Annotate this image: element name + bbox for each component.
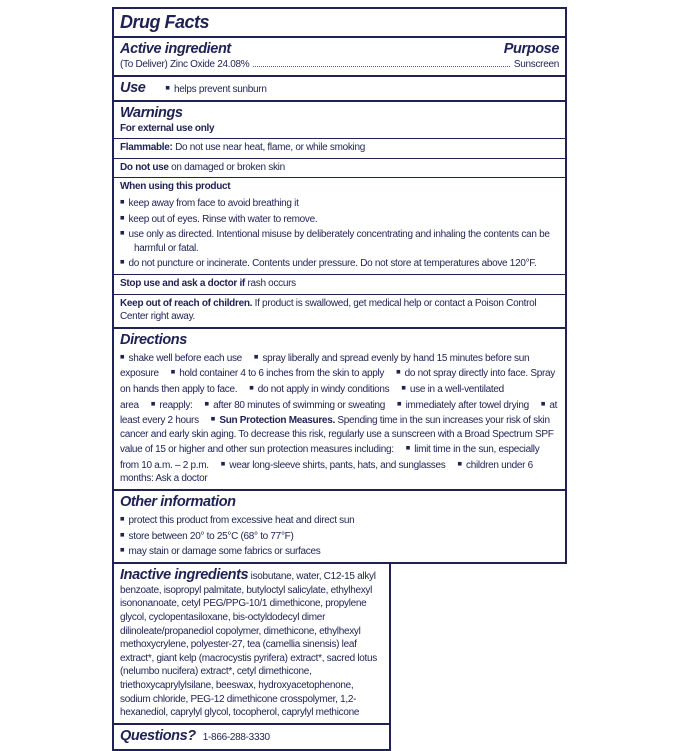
active-ingredient-heading: Active ingredient <box>120 41 231 57</box>
bullet-icon: ■ <box>204 398 210 408</box>
use-row <box>120 79 559 97</box>
bullet-icon: ■ <box>120 228 125 238</box>
bullet-icon: ■ <box>120 212 125 222</box>
warnings-heading: Warnings <box>120 104 183 121</box>
directions-section <box>114 327 565 489</box>
text-segment: limit time in the sun, especially from 10 a.m. – 2 p.m. <box>120 444 540 471</box>
bullet-item-text: protect this product from excessive heat and direct sun <box>128 515 355 527</box>
text-segment: spray liberally and spread evenly by hand 15 minutes before sun exposure <box>120 352 530 380</box>
bullet-icon: ■ <box>210 414 216 424</box>
active-ingredient-section <box>114 36 565 75</box>
keep-out-lead: Keep out of reach of children. <box>120 297 253 309</box>
bullet-icon: ■ <box>540 398 546 408</box>
do-not-use-row <box>114 158 565 178</box>
keep-out-of-reach-row <box>114 294 565 327</box>
active-ingredient-header-row <box>120 40 559 58</box>
bullet-item <box>120 211 559 227</box>
text-segment: wear long-sleeve shirts, pants, hats, and sunglasses <box>229 459 446 471</box>
text-segment: Sun Protection Measures. <box>219 415 335 427</box>
inactive-ingredients-section <box>114 564 389 723</box>
use-items <box>165 81 266 97</box>
active-ingredient-name: (To Deliver) Zinc Oxide 24.08% <box>120 59 250 70</box>
text-segment: hold container 4 to 6 inches from the skin to apply <box>179 368 385 380</box>
bullet-item <box>120 195 559 211</box>
questions-section <box>114 723 389 749</box>
stop-use-text: rash occurs <box>247 277 296 289</box>
bullet-item-text: may stain or damage some fabrics or surfaces <box>128 546 321 558</box>
bullet-item-text: store between 20° to 25°C (68° to 77°F) <box>128 530 294 542</box>
bullet-icon: ■ <box>120 351 125 361</box>
stop-use-lead: Stop use and ask a doctor if <box>120 277 245 289</box>
questions-heading: Questions? <box>120 727 196 744</box>
use-section <box>114 75 565 100</box>
other-information-heading: Other information <box>120 494 236 511</box>
inactive-ingredients-box <box>112 564 391 751</box>
bullet-item-text: do not puncture or incinerate. Contents under pressure. Do not store at temperatures above 120°F. <box>128 258 537 270</box>
bullet-icon: ■ <box>165 82 170 92</box>
inactive-ingredients-heading: Inactive ingredients <box>120 566 249 583</box>
bullet-item-text: keep away from face to avoid breathing it <box>128 197 299 209</box>
questions-phone: 1-866-288-3330 <box>202 731 270 743</box>
bullet-icon: ■ <box>120 514 125 524</box>
bullet-item <box>120 226 559 255</box>
inactive-ingredients-text: isobutane, water, C12-15 alkyl benzoate, isopropyl palmitate, butyloctyl salicylate, ethylhexyl isononanoate, cetyl PEG/PPG-10/1 dimethicone, propylene glycol, cyclopentasiloxane, bis-octyldodecyl dimer dilinoleate/propanediol copolymer, dimethicone, ethylhexyl methoxycrylene, polyester-27, tea (camellia sinensis) leaf extract*, giant kelp (macrocystis pyrifera) extract*, sacred lotus (nelumbo nucifera) extract*, cetyl dimethicone, triethoxycaprylylsilane, beeswax, hydroxyacetophenone, sodium chloride, PEG-12 dimethicone crosspolymer, 1,2-hexanediol, caprylyl glycol, tocopherol, caprylyl methicone <box>120 570 377 719</box>
use-heading: Use <box>120 79 146 96</box>
bullet-icon: ■ <box>150 398 156 408</box>
bullet-icon: ■ <box>397 398 402 408</box>
bullet-item <box>120 528 559 544</box>
bullet-icon: ■ <box>249 382 254 392</box>
when-using-items <box>120 194 559 271</box>
bullet-icon: ■ <box>120 545 125 555</box>
text-segment: children under 6 months: Ask a doctor <box>120 459 533 485</box>
directions-text <box>120 349 559 486</box>
other-information-section <box>114 489 565 562</box>
drug-facts-main-box <box>112 7 567 564</box>
text-segment: do not apply in windy conditions <box>257 383 390 395</box>
drug-facts-title: Drug Facts <box>120 12 210 32</box>
bullet-icon: ■ <box>220 458 226 468</box>
bullet-item-text: use only as directed. Intentional misuse by deliberately concentrating and inhaling the contents can be harmful or fatal. <box>128 229 550 254</box>
stop-use-row <box>114 274 565 294</box>
text-segment: Spending time in the sun increases your risk of skin cancer and early skin aging. To decrease this risk, regularly use a sunscreen with a Broad Spectrum SPF value of 15 or higher and other sun protection measures including: <box>120 415 554 456</box>
bullet-icon: ■ <box>457 458 463 468</box>
text-segment: after 80 minutes of swimming or sweating <box>213 399 386 411</box>
do-not-use-text: on damaged or broken skin <box>171 161 285 173</box>
bullet-item <box>120 512 559 528</box>
when-using-heading: When using this product <box>120 181 231 193</box>
flammable-text: Do not use near heat, flame, or while smoking <box>175 142 366 154</box>
bullet-icon: ■ <box>170 367 176 377</box>
bullet-icon: ■ <box>405 443 411 453</box>
text-segment: shake well before each use <box>128 352 242 364</box>
text-segment: helps prevent sunburn <box>173 83 267 95</box>
keep-out-text: If product is swallowed, get medical help or contact a Poison Control Center right away. <box>120 297 537 323</box>
do-not-use-lead: Do not use <box>120 161 169 173</box>
directions-heading: Directions <box>120 331 187 348</box>
dotted-leader <box>253 66 510 67</box>
flammable-row <box>114 138 565 158</box>
title-row <box>114 9 565 36</box>
text-segment: reapply: <box>159 399 193 411</box>
bullet-icon: ■ <box>120 196 125 206</box>
bullet-item <box>120 543 559 559</box>
bullet-item-text: keep out of eyes. Rinse with water to remove. <box>128 213 318 225</box>
drug-facts-label <box>112 7 567 751</box>
bullet-icon: ■ <box>396 367 401 377</box>
warnings-section <box>114 100 565 139</box>
bullet-item <box>120 255 559 271</box>
bullet-icon: ■ <box>120 529 125 539</box>
bullet-icon: ■ <box>401 382 406 392</box>
other-information-items <box>120 511 559 559</box>
purpose-value: Sunscreen <box>513 59 559 70</box>
bullet-icon: ■ <box>120 257 125 267</box>
bullet-icon: ■ <box>253 351 259 361</box>
when-using-section <box>114 177 565 274</box>
text-segment: do not spray directly into face. Spray on hands then apply to face. <box>120 368 555 395</box>
external-use-text: For external use only <box>120 122 215 134</box>
flammable-lead: Flammable: <box>120 142 173 154</box>
text-segment: at least every 2 hours <box>120 399 558 427</box>
text-segment: use in a well-ventilated area <box>120 383 504 411</box>
purpose-heading: Purpose <box>503 41 559 57</box>
active-ingredient-row <box>120 58 559 72</box>
text-segment: immediately after towel drying <box>405 399 529 411</box>
